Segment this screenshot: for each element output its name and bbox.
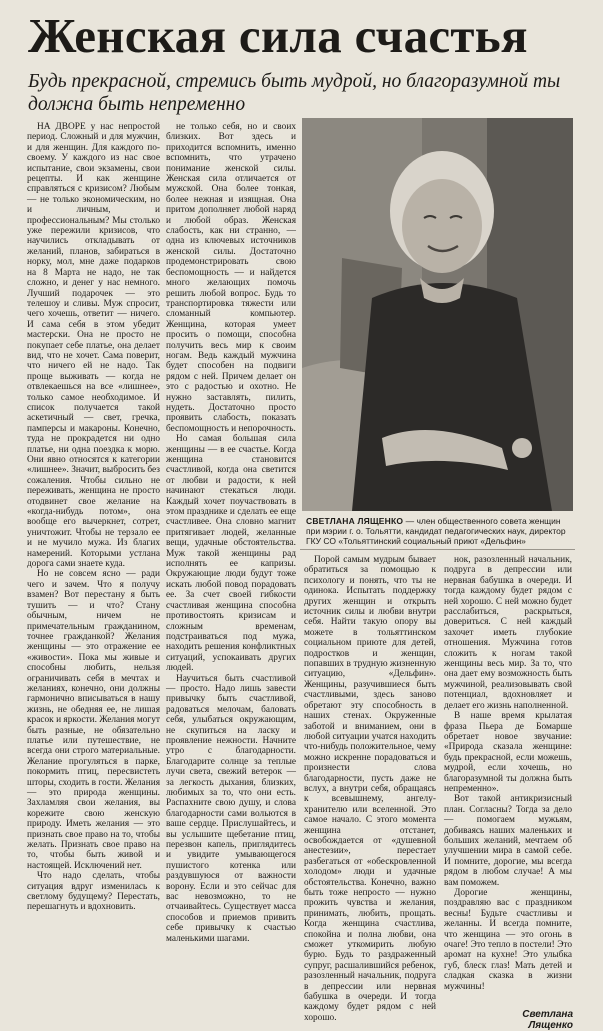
article-column-4	[444, 555, 572, 1021]
paragraph: Дорогие женщины, поздравляю вас с праздником весны! Будьте счастливы и желанны. И всегда помните, что женщина — это огонь в очаге! Это тепло в постели! Это аромат на кухне! Это улыбка губ, блеск глаз! Мать детей и сладкая сказка в жизни мужчины!	[444, 888, 572, 992]
paragraph: Но не совсем ясно — ради чего и зачем. Что я получу взамен? Вот перестану я быть тушить — и что? Стану обычным, ничем не примечательным гражданином, точнее гражданкой? Желания женщины — это отражение ее «живости». Пока мы живые и способны любить, нельзя ограничивать себя в мечтах и желаниях, конечно, они должны гармонично вписываться в нашу жизнь, не обедняя ее, не лишая красок и яркости. Желания могут быть разные, не обязательно платье или путешествие, не всегда они строго материальные. Желание прогуляться в парке, покормить птиц, пересвистеть шторы, сходить в гости. Желания — это природа женщины. Захламляя свои желания, вы корежите свою женскую природу. Иметь желания — это признать свое право на то, чтобы желать. Признать свое право на то, чтобы быть живой и настоящей. Исключений нет.	[27, 569, 160, 871]
caption-text: — член общественного совета женщин при мэрии г. о. Тольятти, кандидат педагогических наук, директор ГКУ СО «Тольяттинский социальный приют «Дельфин»	[306, 516, 566, 547]
portrait-illustration	[302, 118, 573, 511]
paragraph: Что надо сделать, чтобы ситуация вдруг изменилась к светлому будущему? Перестать, перешагнуть и вдохновить.	[27, 871, 160, 913]
article-headline: Женская сила счастья	[28, 8, 528, 63]
paragraph: не только себя, но и своих близких. Вот здесь и приходится вспомнить, именно вспомнить, что утрачено понимание женской силы. Женская сила отличается от мужской. Она более тонкая, более нежная и изящная. Она притом дополняет любой наряд и любой образ. Женская слабость, как ни странно, — одна из ключевых источников женской силы. Достаточно продемонстрировать свою беспомощность — и найдется много желающих помочь решить любой вопрос. Будь то транспортировка тяжести или сломанный компьютер. Женщина, которая умеет просить о помощи, способна получить весь мир к своим ногам. Ведь каждый мужчина будет способен на подвиги рядом с ней. Причем делает он это с радостью и охотно. Не нужно заставлять, пилить, нудеть. Достаточно просто проявить слабость, показать беспомощность и непорочность.	[166, 122, 296, 434]
paragraph: Порой самым мудрым бывает обратиться за помощью к психологу и понять, что ты не одинока. Испытать поддержку других женщин и открыть источник силы и любви внутри себя. Найти такую опору вы можете в тольяттинском социальном приюте для детей, подростков и женщин, попавших в трудную жизненную ситуацию, «Дельфин». Женщины, разучившиеся быть счастливыми, здесь заново обретают эту способность в наших стенах. Окруженные заботой и вниманием, они в любой ситуации учатся находить что-нибудь положительное, чему можно искренне порадоваться и произнести слова благодарности, пусть даже не вслух, а внутри себя, обращаясь к всевышнему, ангелу-хранителю или вселенной. Это самое начало. С этого момента женщина отстанет, освобождается от «душевной анестезии», перестает разбегаться от «обескровленной холодом» люди и удачные обстоятельства. Конечно, важно быть тоже непросто — нужно прожить чувства и желания, принимать, любить, прощать. Когда женщина счастлива, спокойна и полна любви, она сможет уткомирить любую бурю. Будь то раздраженный супруг, расшалившийся ребенок, разозленный начальник, подруга в депрессии или нервная бабушка в очереди. И тогда каждому будет рядом с ней хорошо.	[304, 555, 436, 1023]
article-subtitle: Будь прекрасной, стремись быть мудрой, но благоразумной ты должна быть непременно	[28, 71, 561, 115]
paragraph: нок, разозленный начальник, подруга в депрессии или нервная бабушка в очереди. И тогда каждому будет рядом с ней хорошо. С ней можно будет расслабиться, раскрыться, довериться. С ней каждый захочет иметь глубокие отношения. Мужчина готов сложить к ногам такой женщины весь мир. За то, что она дает ему возможность быть мужчиной, реализовывать свой потенциал, вдохновляет и делает его жизнь наполненной.	[444, 555, 572, 711]
paragraph: Научиться быть счастливой — просто. Надо лишь завести привычку быть счастливой, радоваться мелочам, баловать себя, улыбаться окружающим, не скупиться на ласку и проявление нежности. Начните утро с благодарности. Благодарите солнце за теплые лучи света, свежий ветерок — за легкость дыхания, близких, любимых за то, что они есть. Распахните свою душу, и слова благодарности сами вольются в ваше сердце. Прислушайтесь, и вы услышите щебетание птиц, перезвон капель, приглядитесь и увидите умывающегося пушистого котенка или раздувшуюся от важности ворону. Если и это сейчас для вас невозможно, то не отчаивайтесь. Существует масса способов и приемов привить себе привычку к счастью маленькими шагами.	[166, 673, 296, 944]
author-signature: Светлана Лященко	[522, 1009, 573, 1031]
photo-caption	[306, 516, 574, 547]
article-column-2	[166, 122, 296, 1022]
portrait-photo	[302, 118, 573, 511]
paragraph: Вот такой антикризисный план. Согласны? Тогда за дело — помогаем мужьям, добиваясь наших маленьких и больших желаний, мечтаем об улучшении мира в самой себе. И помните, дорогие, мы всегда рядом в любом случае! А мы вам поможем.	[444, 794, 572, 888]
article-column-3	[304, 555, 436, 1021]
paragraph: НА ДВОРЕ у нас непростой период. Сложный и для мужчин, и для женщин. Для каждого по-своему. У каждого из нас свое испытание, свои экзамены, свои рецепты. И как женщине справляться с кризисом? Любым — не только экономическим, но и личным, и профессиональным? Мы столько уже пережили кризисов, что научились откладывать от желаний, планов, забираться в норку, мол, мне даже подарков на 8 Марта не надо, не так сложно, и денег у нас немного. Лучший подарочек — это телешоу и сливы. Муж спросит, чего хочешь, ответит — ничего. И сама себя в этом убедит мастерски. Она не просто не покупает себе платье, она делает вид, что не хочет. Сама поверит, что ничего ей не надо. Так проще выживать — когда не отвлекаешься на все «лишнее», только самое необходимое. И список получается такой аскетичный — свет, гречка, памперсы и макароны. Конечно, туда не прокрадется ни одно платье, ни одна поездка к морю. Они явно относятся к категории «лишнее». Значит, выбросить без сожаления. Чтобы сильно не переживать, женщина не просто отодвинет свое желание на «когда-нибудь потом», она вообще его вычеркнет, сотрет, уничтожит. Чтобы не терзало ее и не мучило мужа. Из благих намерений. Которыми устлана дорога сами знаете куда.	[27, 122, 160, 570]
paragraph: В наше время крылатая фраза Пьера де Бомарше обретает новое звучание: «Природа сказала женщине: будь прекрасной, если можешь, мудрой, если хочешь, но благоразумной ты должна быть непременно».	[444, 711, 572, 794]
caption-divider	[300, 549, 575, 550]
article-column-1	[27, 122, 160, 1022]
paragraph: Но самая большая сила женщины — в ее счастье. Когда женщина становится счастливой, когда она светится от любви и радости, к ней начинают стекаться люди. Каждый хочет поучаствовать в этом празднике и сделать ее еще счастливее. Она словно магнит притягивает людей, желанные вещи, удачные обстоятельства. Муж такой женщины рад исполнять ее капризы. Окружающие люди будут тоже искать любой повод порадовать ее. За счет своей гибкости счастливая женщина способна противостоять кризисам и сложным временам, подстраиваться под мужа, находить решения конфликтных ситуаций, успокаивать других людей.	[166, 434, 296, 674]
caption-name: СВЕТЛАНА ЛЯЩЕНКО	[306, 516, 404, 526]
